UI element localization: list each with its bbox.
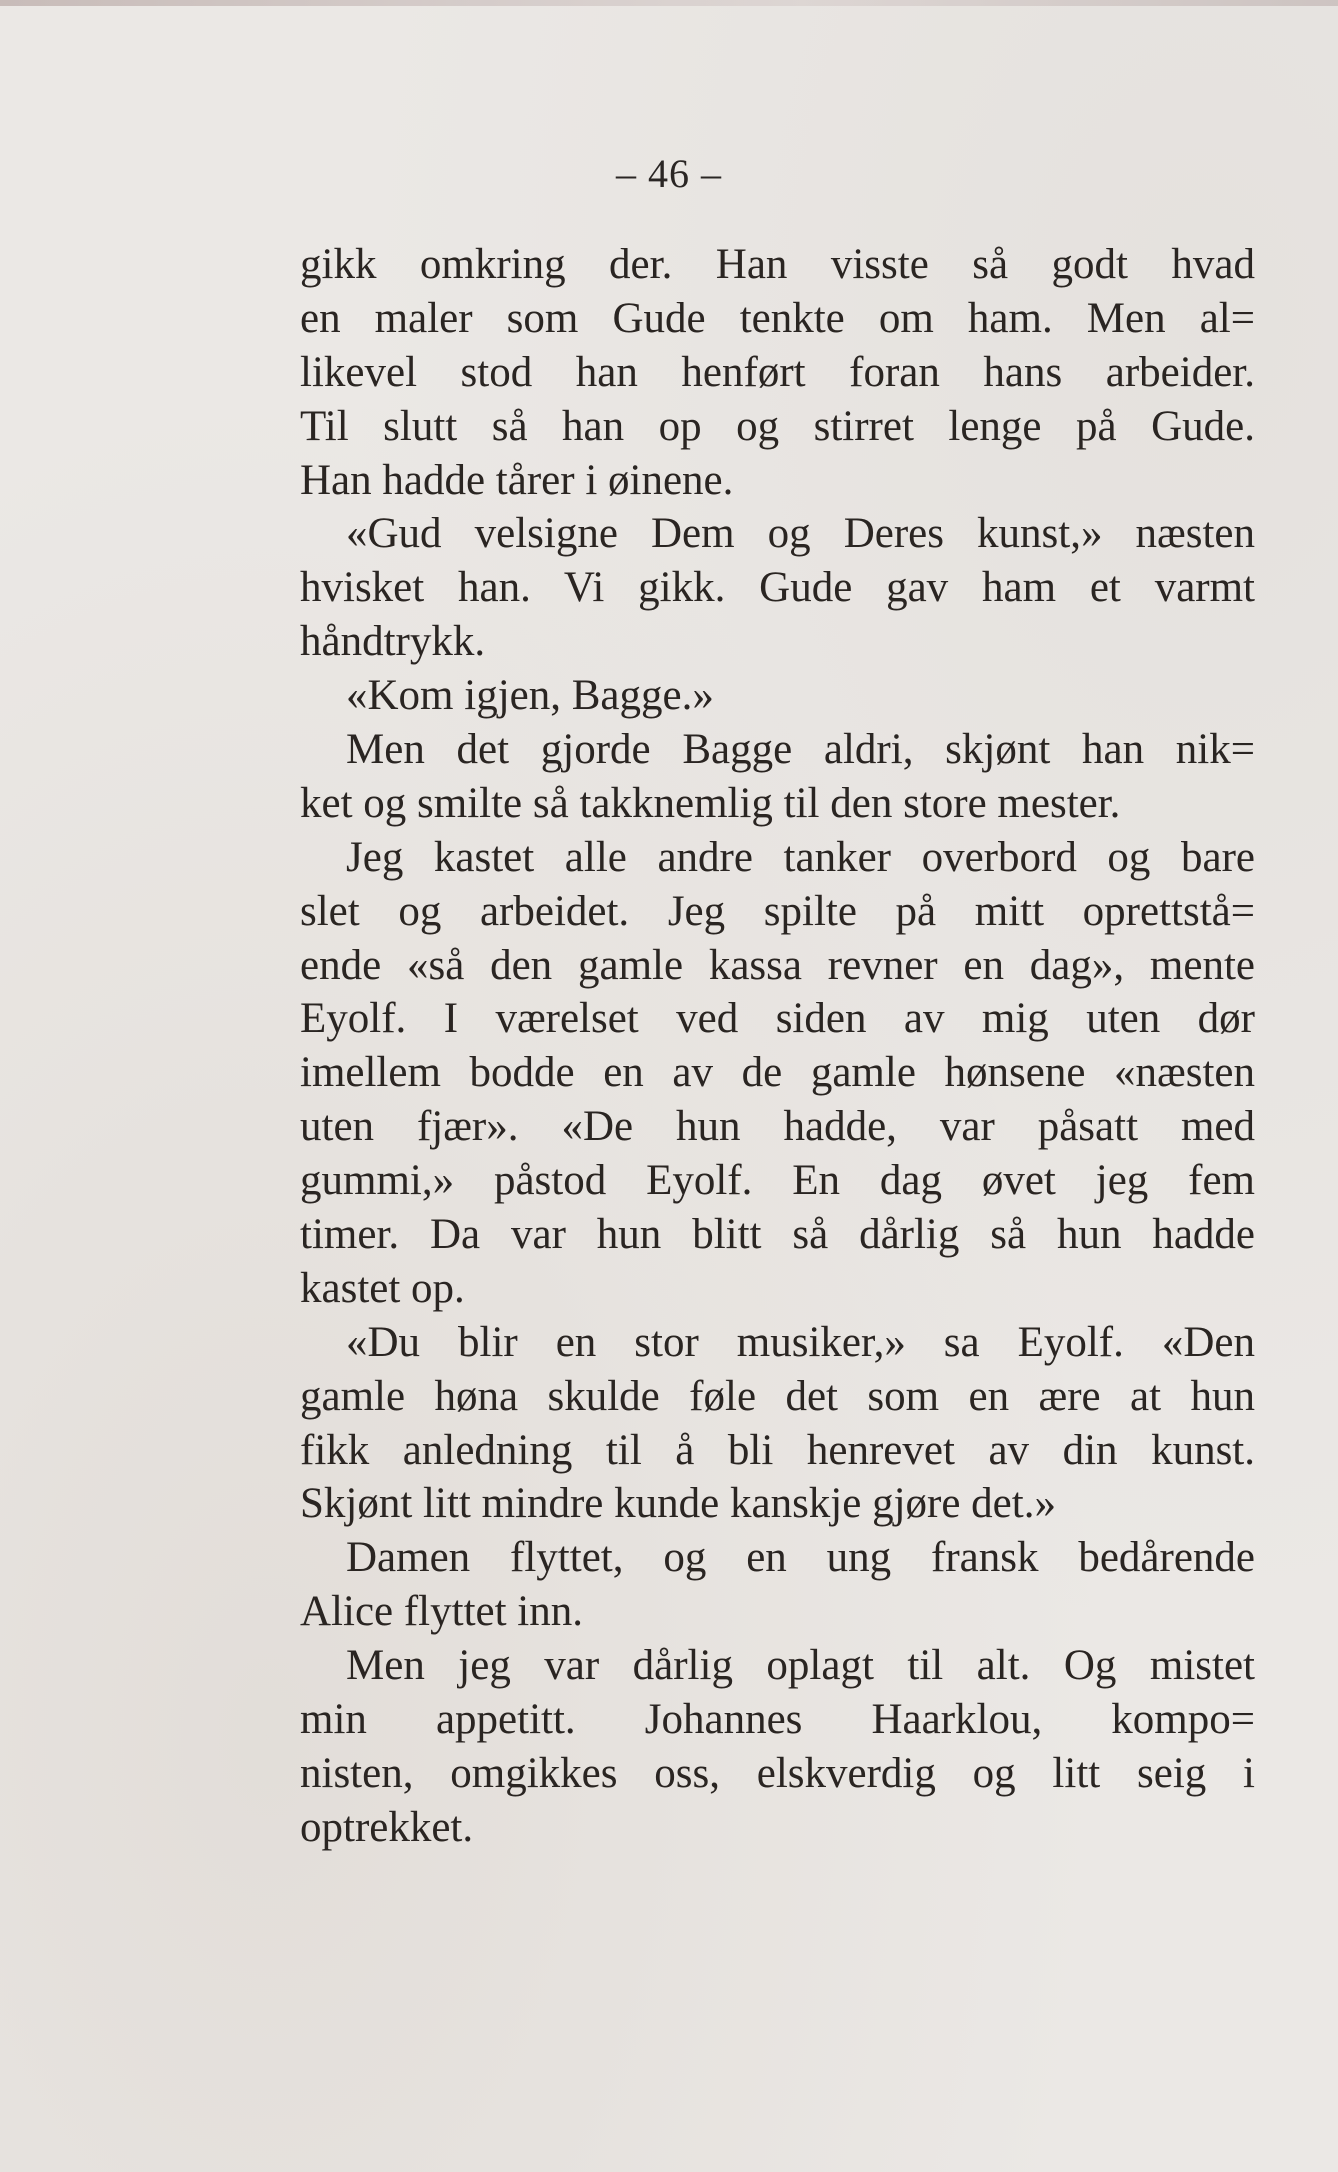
text-line: Han hadde tårer i øinene. [300,456,734,504]
text-line: optrekket. [300,1803,474,1851]
text-line: gikk omkring der. Han visste så godt hvad [300,241,1255,288]
text-line: fikk anledning til å bli henrevet av din kunst. [300,1426,1255,1474]
text-line: uten fjær». «De hun hadde, var påsatt med [300,1103,1255,1151]
page-number: – 46 – [616,151,722,196]
text-line: ende «så den gamle kassa revner en dag», mente [300,941,1255,989]
text-line: likevel stod han henført foran hans arbeider. [300,348,1255,396]
page-top-edge [0,0,1338,6]
text-line: hvisket han. Vi gikk. Gude gav ham et varmt [300,564,1255,612]
text-line: min appetitt. Johannes Haarklou, kompo= [300,1696,1255,1744]
text-line: Men det gjorde Bagge aldri, skjønt han nik= [346,726,1255,774]
text-line: Til slutt så han op og stirret lenge på Gude. [300,402,1255,450]
text-line: «Du blir en stor musiker,» sa Eyolf. «Den [346,1318,1255,1366]
text-line: «Gud velsigne Dem og Deres kunst,» næsten [346,510,1255,558]
text-line: slet og arbeidet. Jeg spilte på mitt oprettstå= [300,887,1255,935]
text-line: håndtrykk. [300,618,486,666]
text-line: Alice flyttet inn. [300,1588,584,1636]
text-line: gamle høna skulde føle det som en ære at hun [300,1372,1255,1420]
text-line: imellem bodde en av de gamle hønsene «næsten [300,1049,1255,1097]
text-line: Skjønt litt mindre kunde kanskje gjøre det.» [300,1480,1056,1528]
text-line: timer. Da var hun blitt så dårlig så hun hadde [300,1211,1255,1259]
text-line: kastet op. [300,1264,465,1312]
text-line: Damen flyttet, og en ung fransk bedårende [346,1534,1255,1582]
text-line: ket og smilte så takknemlig til den store mester. [300,779,1121,827]
text-line: en maler som Gude tenkte om ham. Men al= [300,294,1255,342]
text-line: gummi,» påstod Eyolf. En dag øvet jeg fem [300,1157,1255,1205]
text-line: Men jeg var dårlig oplagt til alt. Og mistet [346,1642,1255,1690]
text-line: «Kom igjen, Bagge.» [346,672,714,720]
body-text [300,238,1255,1855]
text-line: nisten, omgikkes oss, elskverdig og litt seig i [300,1749,1255,1797]
text-line: Jeg kastet alle andre tanker overbord og bare [346,833,1255,881]
text-line: Eyolf. I værelset ved siden av mig uten dør [300,995,1255,1043]
